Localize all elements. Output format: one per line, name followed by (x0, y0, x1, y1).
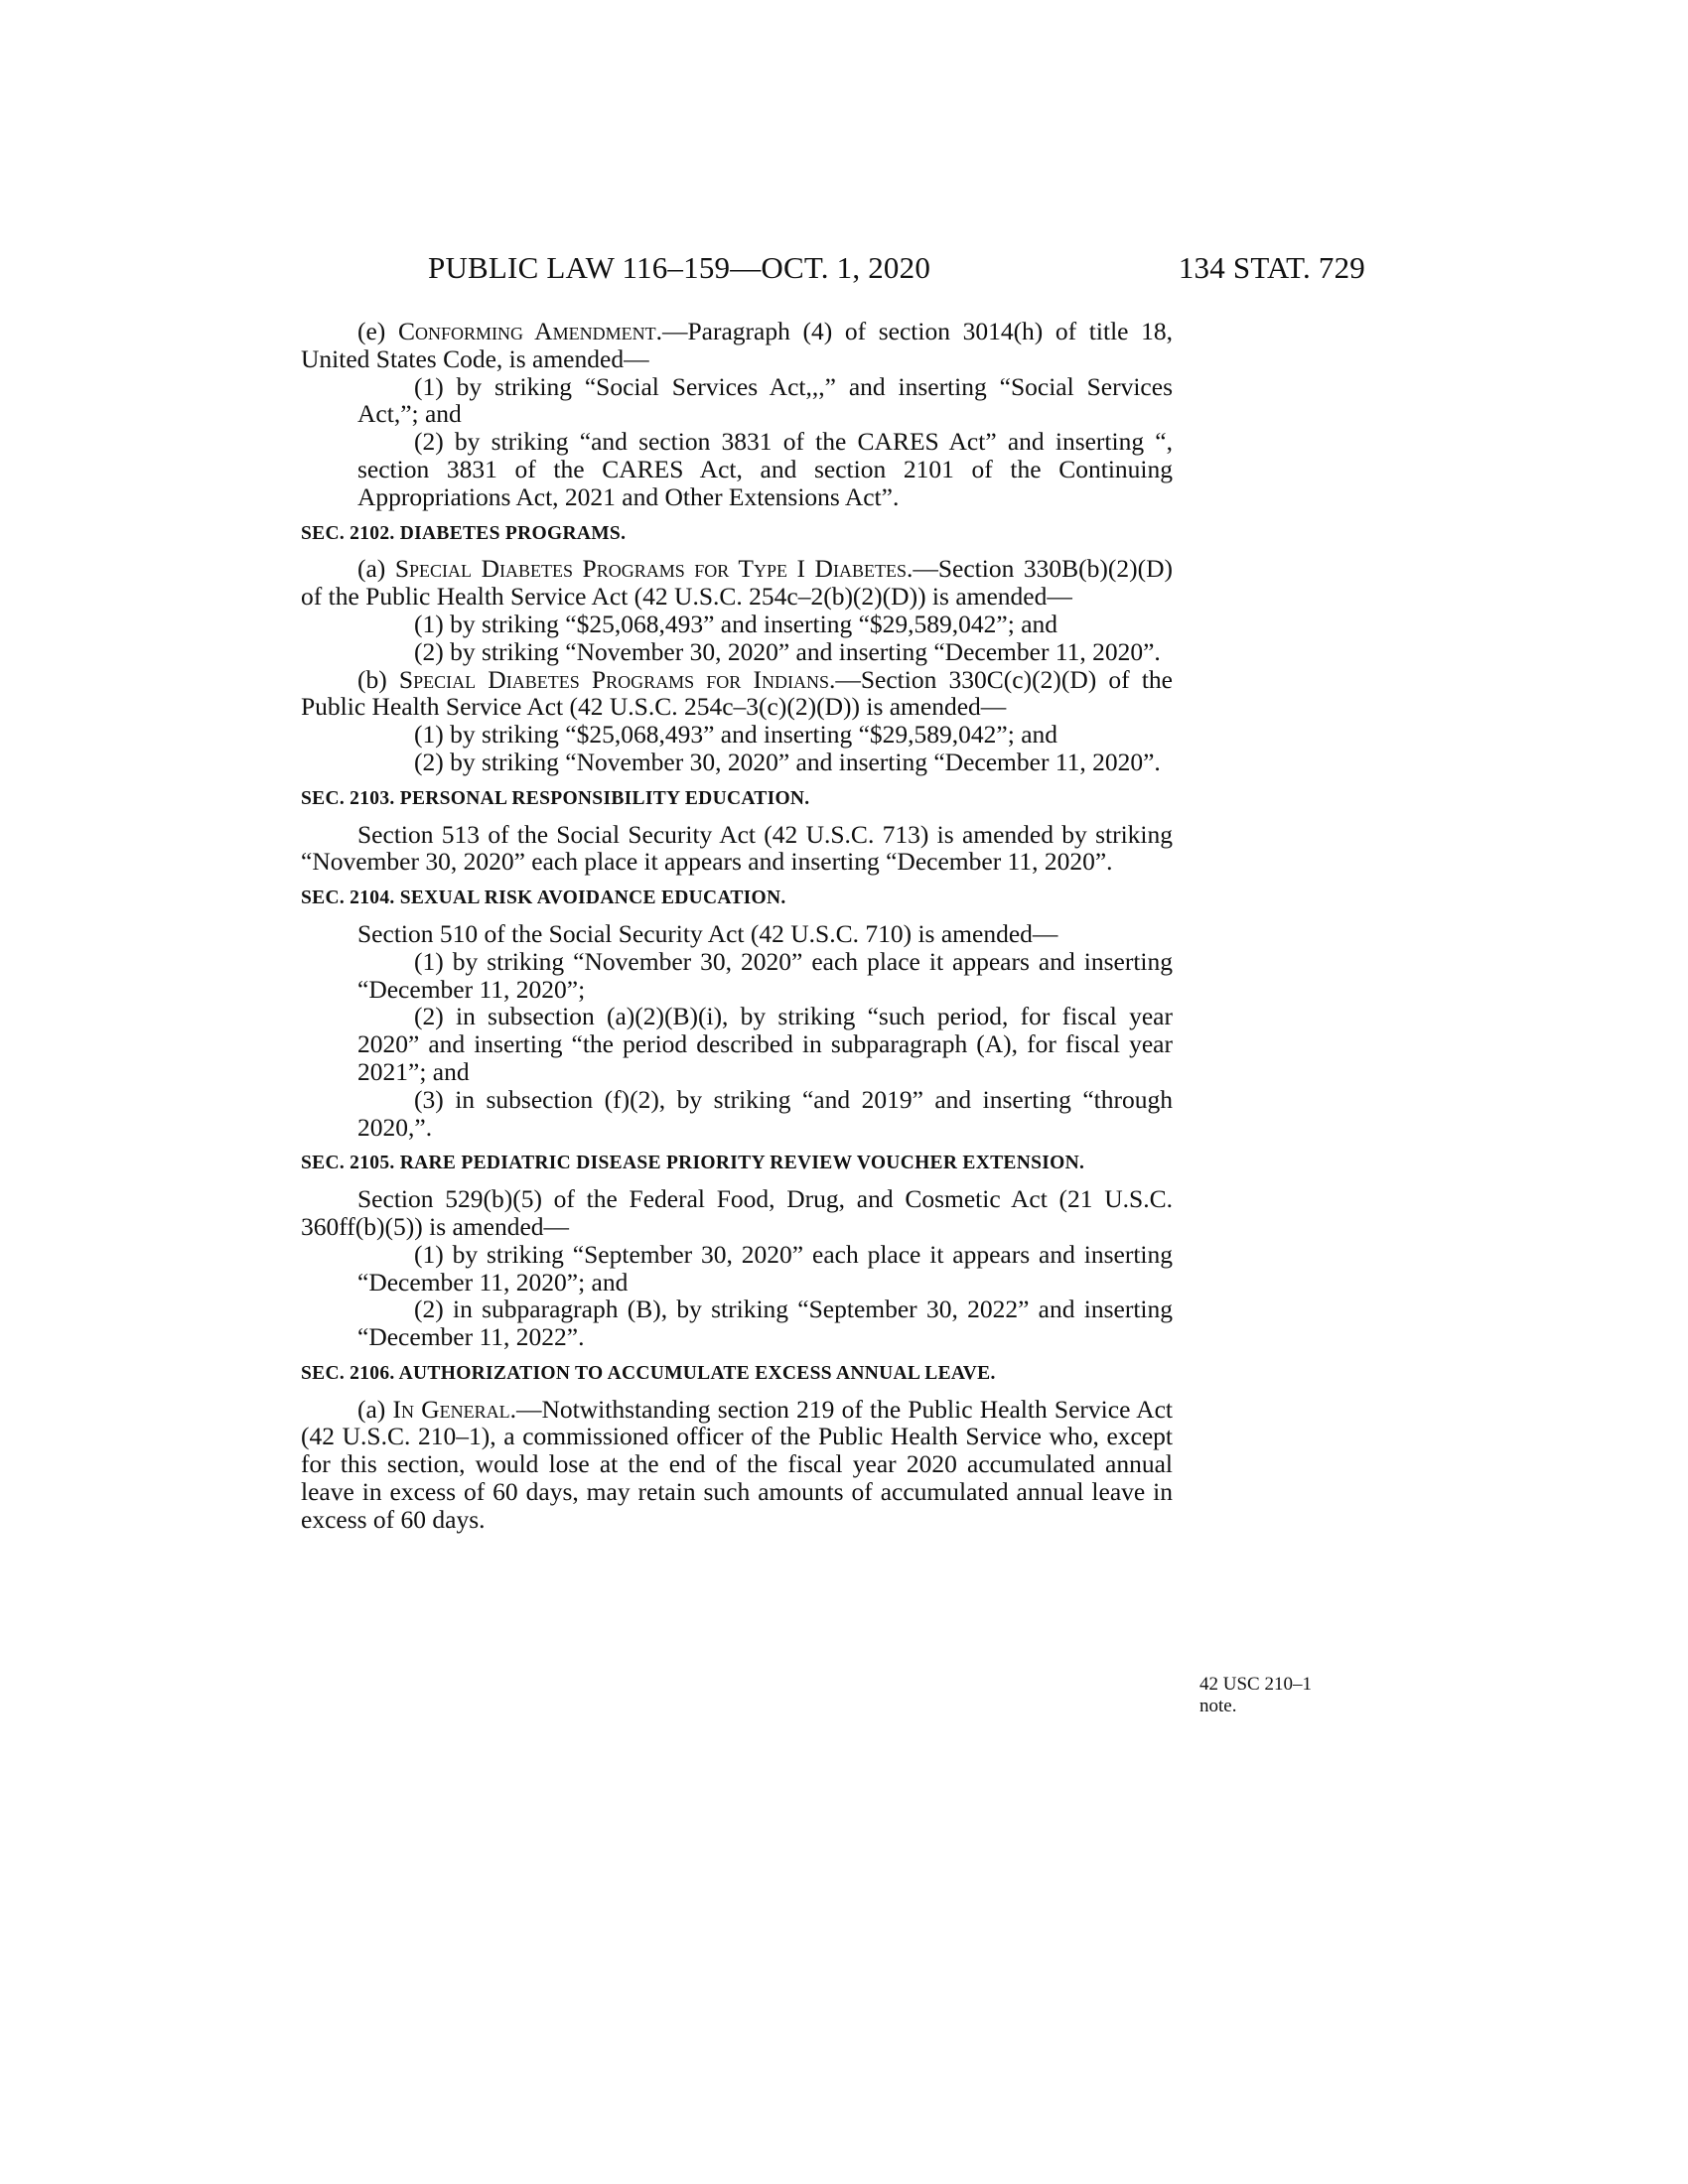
section-text: Section 529(b)(5) of the Federal Food, Drug, and Cosmetic Act (21 U.S.C. 360ff(b)(5)) is amended— (301, 1184, 1173, 1241)
list-item: (2) by striking “November 30, 2020” and inserting “December 11, 2020”. (414, 747, 1161, 776)
para-label: (b) (357, 664, 399, 694)
para-heading: In General. (392, 1394, 516, 1424)
paragraph-e (301, 318, 1173, 373)
section-heading-2102: SEC. 2102. DIABETES PROGRAMS. (301, 522, 627, 544)
list-item: (1) by striking “Social Services Act,,,” and inserting “Social Services Act,”; and (357, 371, 1173, 429)
para-heading: Special Diabetes Programs for Indians. (398, 664, 836, 694)
para-heading: Special Diabetes Programs for Type I Diabetes. (394, 554, 914, 584)
paragraph-a (301, 555, 1173, 611)
margin-note (1199, 1674, 1312, 1717)
section-text: Section 513 of the Social Security Act (42 U.S.C. 713) is amended by striking “November 30, 2020” each place it appears and inserting “December 11, 2020”. (301, 819, 1173, 877)
document-body (301, 318, 1173, 1534)
list-item: (2) in subparagraph (B), by striking “September 30, 2022” and inserting “December 11, 2022”. (357, 1295, 1173, 1352)
para-label: (e) (357, 317, 398, 345)
para-text: —Notwithstanding section 219 of the Public Health Service Act (42 U.S.C. 210–1), a commissioned officer of the Public Health Service who, except for this section, would lose at the end of the fiscal year 2020 accumulated annual leave in excess of 60 days, may retain such amounts of accumulated annual leave in excess of 60 days. (301, 1394, 1173, 1534)
paragraph-a (301, 1396, 1173, 1534)
para-label: (a) (357, 554, 395, 584)
margin-note-suffix: note. (1199, 1696, 1237, 1716)
para-text: —Section 330B(b)(2)(D) of the Public Health Service Act (42 U.S.C. 254c–2(b)(2)(D)) is amended— (301, 554, 1173, 612)
list-item: (2) in subsection (a)(2)(B)(i), by striking “such period, for fiscal year 2020” and inserting “the period described in subparagraph (A), for fiscal year 2021”; and (357, 1002, 1173, 1086)
section-text: Section 510 of the Social Security Act (42 U.S.C. 710) is amended— (357, 918, 1058, 948)
para-text: —Paragraph (4) of section 3014(h) of title 18, United States Code, is amended— (301, 317, 1173, 373)
running-header-title: PUBLIC LAW 116–159—OCT. 1, 2020 (428, 250, 931, 285)
section-heading-2103: SEC. 2103. PERSONAL RESPONSIBILITY EDUCATION. (301, 787, 810, 809)
page-stat-number: 134 STAT. 729 (1178, 250, 1365, 285)
section-heading-2105: SEC. 2105. RARE PEDIATRIC DISEASE PRIORITY REVIEW VOUCHER EXTENSION. (301, 1153, 1085, 1174)
list-item: (2) by striking “November 30, 2020” and inserting “December 11, 2020”. (414, 636, 1161, 666)
list-item: (1) by striking “November 30, 2020” each place it appears and inserting “December 11, 2020”; (357, 946, 1173, 1004)
list-item: (1) by striking “$25,068,493” and inserting “$29,589,042”; and (414, 720, 1058, 750)
para-text: —Section 330C(c)(2)(D) of the Public Health Service Act (42 U.S.C. 254c–3(c)(2)(D)) is amended— (301, 664, 1173, 722)
margin-note-citation: 42 USC 210–1 (1199, 1674, 1312, 1695)
list-item: (1) by striking “September 30, 2020” each place it appears and inserting “December 11, 2020”; and (357, 1239, 1173, 1297)
para-heading: Conforming Amendment. (397, 317, 662, 345)
section-heading-2104: SEC. 2104. SEXUAL RISK AVOIDANCE EDUCATION. (301, 887, 786, 909)
list-item: (2) by striking “and section 3831 of the CARES Act” and inserting “, section 3831 of the CARES Act, and section 2101 of the Continuing Appropriations Act, 2021 and Other Extensions Act”. (357, 427, 1173, 511)
list-item: (1) by striking “$25,068,493” and inserting “$29,589,042”; and (414, 609, 1058, 638)
section-heading-2106: SEC. 2106. AUTHORIZATION TO ACCUMULATE EXCESS ANNUAL LEAVE. (301, 1362, 996, 1384)
paragraph-b (301, 666, 1173, 722)
list-item: (3) in subsection (f)(2), by striking “and 2019” and inserting “through 2020,”. (357, 1084, 1173, 1142)
para-label: (a) (357, 1394, 393, 1424)
